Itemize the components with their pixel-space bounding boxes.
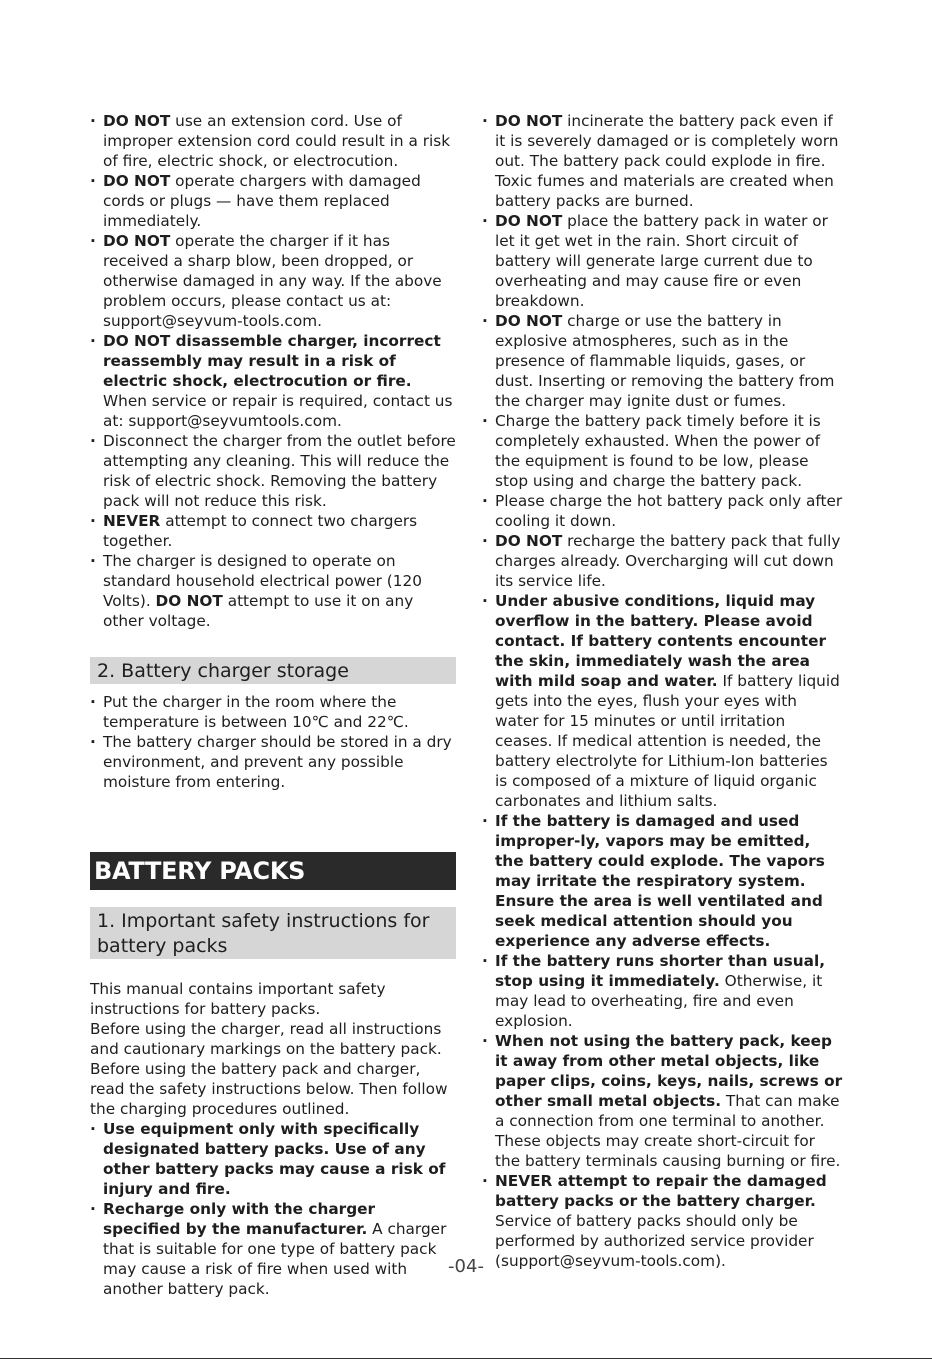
list-item: · DO NOT operate the charger if it has received a sharp blow, been dropped, or otherwise damaged in any way. If the above problem occurs, please contact us at: support@seyvum-tools.com. bbox=[90, 231, 456, 331]
list-item: · The battery charger should be stored in a dry environment, and prevent any possible moisture from entering. bbox=[90, 732, 456, 792]
intro-line: Before using the battery pack and charger, read the safety instructions below. Then follow the charging procedures outlined. bbox=[90, 1060, 448, 1118]
section-title: BATTERY PACKS bbox=[90, 852, 456, 890]
list-item: · Please charge the hot battery pack only after cooling it down. bbox=[482, 491, 844, 531]
storage-heading: 2. Battery charger storage bbox=[90, 657, 456, 684]
list-item: · DO NOT incinerate the battery pack even if it is severely damaged or is completely worn out. The battery pack could explode in fire. Toxic fumes and materials are created when battery packs are burned. bbox=[482, 111, 844, 211]
list-item: · NEVER attempt to connect two chargers together. bbox=[90, 511, 456, 551]
list-item: · Use equipment only with specifically designated battery packs. Use of any other battery packs may cause a risk of injury and fire. bbox=[90, 1119, 456, 1199]
safety-heading: 1. Important safety instructions for battery packs bbox=[90, 907, 456, 959]
list-item: · Charge the battery pack timely before it is completely exhausted. When the power of the equipment is found to be low, please stop using and charge the battery pack. bbox=[482, 411, 844, 491]
battery-warnings-list bbox=[482, 111, 844, 1271]
list-item: · Recharge only with the charger specified by the manufacturer. A charger that is suitable for one type of battery pack may cause a risk of fire when used with another battery pack. bbox=[90, 1199, 456, 1299]
list-item: · DO NOT charge or use the battery in explosive atmospheres, such as in the presence of flammable liquids, gases, or dust. Inserting or removing the battery from the charger may ignite dust or fumes. bbox=[482, 311, 844, 411]
charger-warnings-list bbox=[90, 111, 456, 631]
intro-line: Before using the charger, read all instructions and cautionary markings on the battery pack. bbox=[90, 1020, 442, 1058]
list-item: · Put the charger in the room where the temperature is between 10℃ and 22℃. bbox=[90, 692, 456, 732]
right-column bbox=[482, 111, 844, 1271]
list-item: · Disconnect the charger from the outlet before attempting any cleaning. This will reduce the risk of electric shock. Removing the battery pack will not reduce this risk. bbox=[90, 431, 456, 511]
list-item: · DO NOT disassemble charger, incorrect reassembly may result in a risk of electric shock, electrocution or fire. When service or repair is required, contact us at: support@seyvumtools.com. bbox=[90, 331, 456, 431]
list-item: · DO NOT operate chargers with damaged cords or plugs — have them replaced immediately. bbox=[90, 171, 456, 231]
list-item: · DO NOT use an extension cord. Use of improper extension cord could result in a risk of fire, electric shock, or electrocution. bbox=[90, 111, 456, 171]
list-item: · If the battery runs shorter than usual, stop using it immediately. Otherwise, it may lead to overheating, fire and even explosion. bbox=[482, 951, 844, 1031]
left-column bbox=[90, 111, 456, 1299]
list-item: · The charger is designed to operate on standard household electrical power (120 Volts). DO NOT attempt to use it on any other voltage. bbox=[90, 551, 456, 631]
list-item: · Under abusive conditions, liquid may overflow in the battery. Please avoid contact. If battery contents encounter the skin, immediately wash the area with mild soap and water. If battery liquid gets into the eyes, flush your eyes with water for 15 minutes or until irritation ceases. If medical attention is needed, the battery electrolyte for Lithium-Ion batteries is composed of a mixture of liquid organic carbonates and lithium salts. bbox=[482, 591, 844, 811]
list-item: · When not using the battery pack, keep it away from other metal objects, like paper clips, coins, keys, nails, screws or other small metal objects. That can make a connection from one terminal to another. These objects may create short-circuit for the battery terminals causing burning or fire. bbox=[482, 1031, 844, 1171]
page-number: -04- bbox=[448, 1256, 484, 1277]
list-item: · DO NOT place the battery pack in water or let it get wet in the rain. Short circuit of battery will generate large current due to overheating and may cause fire or even breakdown. bbox=[482, 211, 844, 311]
bottom-rule bbox=[0, 1358, 932, 1359]
list-item: · DO NOT recharge the battery pack that fully charges already. Overcharging will cut down its service life. bbox=[482, 531, 844, 591]
intro-paragraph bbox=[90, 979, 456, 1119]
list-item: · If the battery is damaged and used improper-ly, vapors may be emitted, the battery could explode. The vapors may irritate the respiratory system. Ensure the area is well ventilated and seek medical attention should you experience any adverse effects. bbox=[482, 811, 844, 951]
list-item: · NEVER attempt to repair the damaged battery packs or the battery charger. Service of battery packs should only be performed by authorized service provider (support@seyvum-tools.com). bbox=[482, 1171, 844, 1271]
storage-list bbox=[90, 692, 456, 792]
intro-line: This manual contains important safety instructions for battery packs. bbox=[90, 980, 386, 1018]
